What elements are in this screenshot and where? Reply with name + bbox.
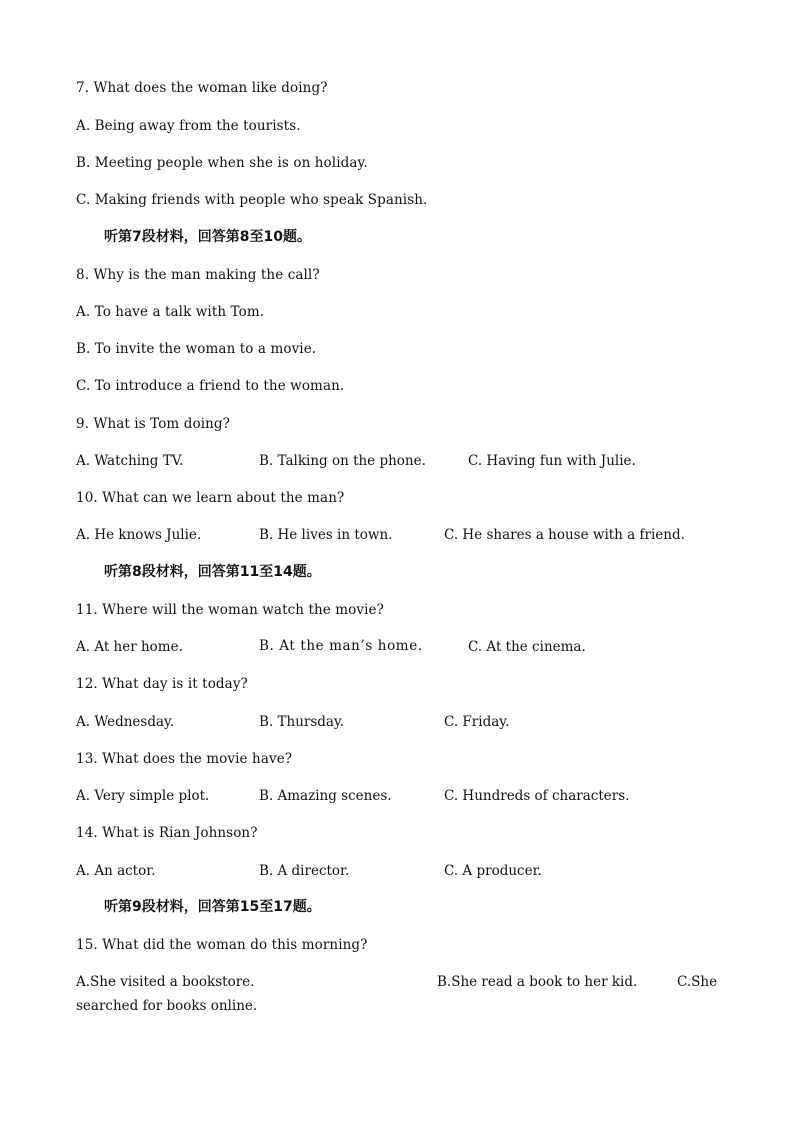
q12-option-b: B. Thursday. [259, 714, 345, 730]
question-13: 13. What does the movie have? [76, 751, 293, 767]
q13-option-c: C. Hundreds of characters. [444, 788, 630, 804]
q10-option-c: C. He shares a house with a friend. [444, 527, 685, 543]
question-10: 10. What can we learn about the man? [76, 490, 345, 506]
q11-option-b: B. At the man’s home. [259, 638, 423, 654]
question-7: 7. What does the woman like doing? [76, 80, 328, 96]
q14-option-b: B. A director. [259, 863, 350, 879]
q15-option-a: A.She visited a bookstore. [76, 974, 255, 990]
q12-option-a: A. Wednesday. [76, 714, 175, 730]
section-heading-8: 听第8段材料，回答第11至14题。 [104, 564, 321, 580]
q15-option-c: C.She [677, 974, 718, 990]
question-12: 12. What day is it today? [76, 676, 248, 692]
q8-option-c: C. To introduce a friend to the woman. [76, 378, 345, 394]
q9-option-a: A. Watching TV. [76, 453, 184, 469]
question-9: 9. What is Tom doing? [76, 416, 230, 432]
q9-option-c: C. Having fun with Julie. [468, 453, 636, 469]
q7-option-b: B. Meeting people when she is on holiday. [76, 155, 368, 171]
q8-option-a: A. To have a talk with Tom. [76, 304, 265, 320]
question-11: 11. Where will the woman watch the movie? [76, 602, 384, 618]
section-heading-9: 听第9段材料，回答第15至17题。 [104, 899, 321, 915]
q10-option-a: A. He knows Julie. [76, 527, 202, 543]
question-15: 15. What did the woman do this morning? [76, 937, 368, 953]
q7-option-c: C. Making friends with people who speak Spanish. [76, 192, 428, 208]
q7-option-a: A. Being away from the tourists. [76, 118, 301, 134]
q11-option-a: A. At her home. [76, 639, 183, 655]
q9-option-b: B. Talking on the phone. [259, 453, 426, 469]
q13-option-a: A. Very simple plot. [76, 788, 210, 804]
q15-option-b: B.She read a book to her kid. [437, 974, 638, 990]
q14-option-c: C. A producer. [444, 863, 542, 879]
q12-option-c: C. Friday. [444, 714, 510, 730]
question-14: 14. What is Rian Johnson? [76, 825, 258, 841]
q14-option-a: A. An actor. [76, 863, 156, 879]
section-heading-7: 听第7段材料，回答第8至10题。 [104, 229, 311, 245]
q10-option-b: B. He lives in town. [259, 527, 393, 543]
q13-option-b: B. Amazing scenes. [259, 788, 392, 804]
q15-option-c-continued: searched for books online. [76, 998, 258, 1014]
q8-option-b: B. To invite the woman to a movie. [76, 341, 317, 357]
q11-option-c: C. At the cinema. [468, 639, 586, 655]
question-8: 8. Why is the man making the call? [76, 267, 320, 283]
